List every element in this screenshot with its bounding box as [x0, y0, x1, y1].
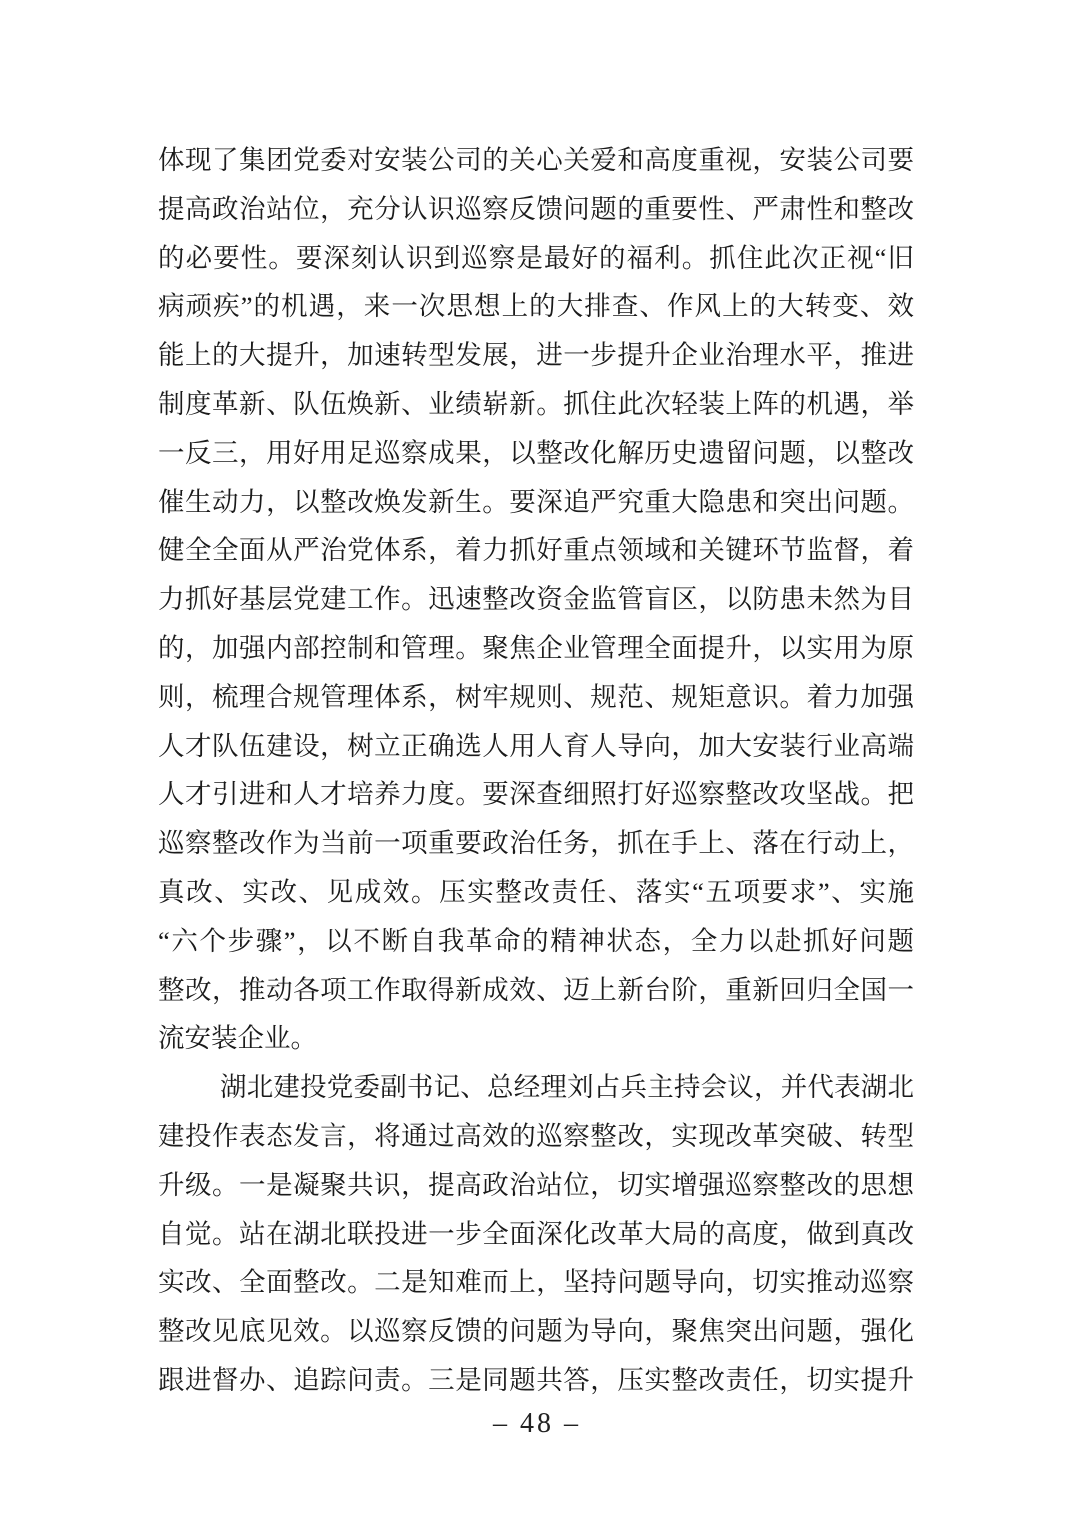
- text-line: 健全全面从严治党体系，着力抓好重点领域和关键环节监督，着: [158, 535, 914, 566]
- text-line: 的，加强内部控制和管理。聚焦企业管理全面提升，以实用为原: [158, 632, 914, 663]
- text-line: “六个步骤”，以不断自我革命的精神状态，全力以赴抓好问题: [158, 925, 914, 956]
- text-line: 体现了集团党委对安装公司的关心关爱和高度重视，安装公司要: [158, 145, 914, 175]
- text-line: 则，梳理合规管理体系，树牢规则、规范、规矩意识。着力加强: [158, 681, 914, 712]
- text-line: 真改、实改、见成效。压实整改责任、落实“五项要求”、实施: [158, 876, 914, 907]
- text-line: 建投作表态发言，将通过高效的巡察整改，实现改革突破、转型: [158, 1120, 914, 1151]
- text-line: 人才引进和人才培养力度。要深查细照打好巡察整改攻坚战。把: [158, 779, 914, 810]
- text-line: 流安装企业。: [158, 1023, 317, 1054]
- page-number: – 48 –: [493, 1408, 581, 1439]
- text-line: 一反三，用好用足巡察成果，以整改化解历史遗留问题，以整改: [158, 437, 914, 468]
- text-line: 病顽疾”的机遇，来一次思想上的大排查、作风上的大转变、效: [158, 291, 914, 322]
- text-line: 升级。一是凝聚共识，提高政治站位，切实增强巡察整改的思想: [158, 1169, 914, 1200]
- text-line: 力抓好基层党建工作。迅速整改资金监管盲区，以防患未然为目: [158, 584, 914, 615]
- text-line: 巡察整改作为当前一项重要政治任务，抓在手上、落在行动上，: [158, 828, 914, 859]
- text-line: 整改，推动各项工作取得新成效、迈上新台阶，重新回归全国一: [158, 974, 914, 1005]
- text-line: 整改见底见效。以巡察反馈的问题为导向，聚焦突出问题，强化: [158, 1316, 914, 1347]
- text-line: 跟进督办、追踪问责。三是同题共答，压实整改责任，切实提升: [158, 1364, 914, 1395]
- text-line: 实改、全面整改。二是知难而上，坚持问题导向，切实推动巡察: [158, 1267, 914, 1298]
- paragraph: [158, 1063, 914, 1405]
- text-line: 制度革新、队伍焕新、业绩崭新。抓住此次轻装上阵的机遇，举: [158, 388, 914, 419]
- text-line: 能上的大提升，加速转型发展，进一步提升企业治理水平，推进: [158, 340, 914, 371]
- text-line: 的必要性。要深刻认识到巡察是最好的福利。抓住此次正视“旧: [158, 242, 914, 273]
- document-body: [158, 136, 914, 1405]
- text-line: 湖北建投党委副书记、总经理刘占兵主持会议，并代表湖北: [220, 1072, 914, 1103]
- text-line: 自觉。站在湖北联投进一步全面深化改革大局的高度，做到真改: [158, 1218, 914, 1249]
- text-line: 人才队伍建设，树立正确选人用人育人导向，加大安装行业高端: [158, 730, 914, 761]
- text-line: 催生动力，以整改焕发新生。要深追严究重大隐患和突出问题。: [158, 486, 914, 517]
- text-line: 提高政治站位，充分认识巡察反馈问题的重要性、严肃性和整改: [158, 193, 914, 224]
- paragraph: [158, 136, 914, 1063]
